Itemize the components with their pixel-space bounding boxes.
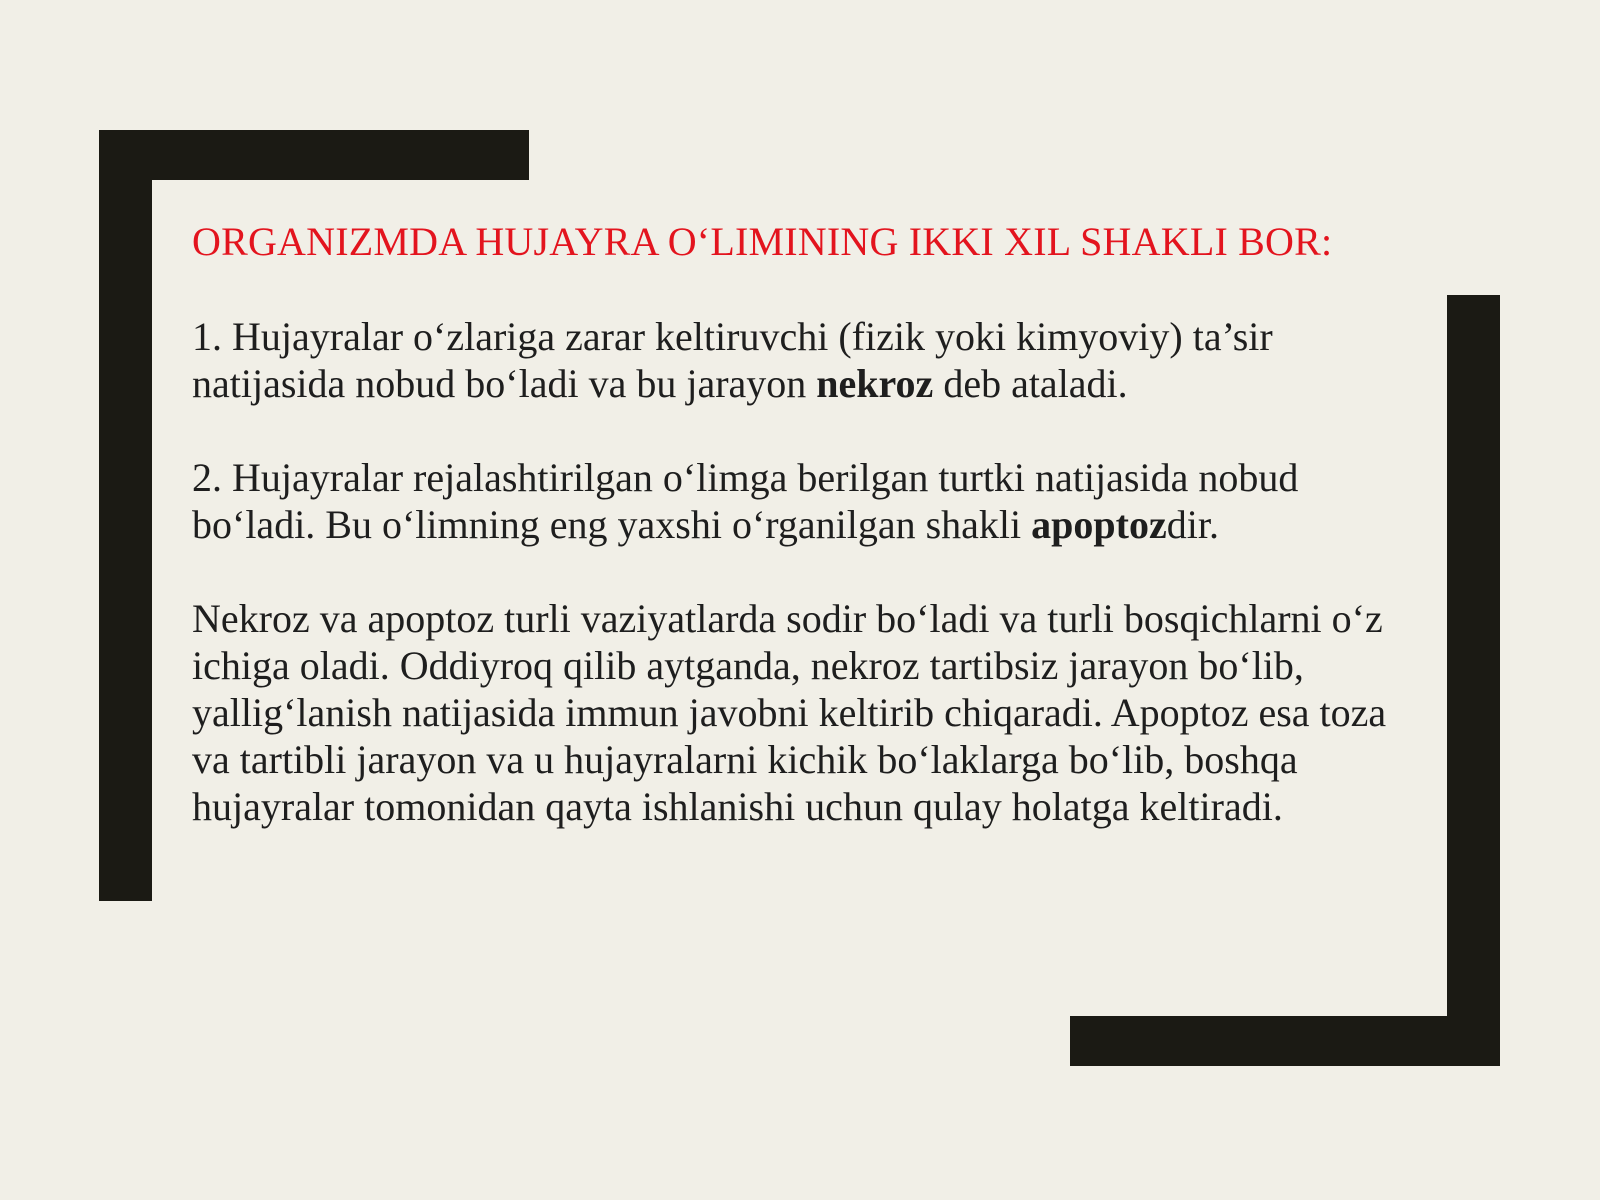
term-nekroz: nekroz	[816, 361, 934, 406]
item-nekroz-text-after: deb ataladi.	[933, 361, 1128, 406]
top-left-bracket-vertical	[99, 130, 152, 901]
term-apoptoz: apoptoz	[1031, 502, 1167, 547]
item-apoptoz-text-before: 2. Hujayralar rejalashtirilgan o‘limga berilgan turtki natijasida nobud bo‘ladi. Bu o‘limning eng yaxshi o‘rganilgan shakli	[192, 455, 1299, 547]
bottom-right-bracket-horizontal	[1070, 1016, 1500, 1066]
summary-paragraph: Nekroz va apoptoz turli vaziyatlarda sodir bo‘ladi va turli bosqichlarni o‘z ichiga oladi. Oddiyroq qilib aytganda, nekroz tartibsiz jarayon bo‘lib, yallig‘lanish natijasida immun javobni keltirib chiqaradi. Apoptoz esa toza va tartibli jarayon va u hujayralarni kichik bo‘laklarga bo‘lib, boshqa hujayralar tomonidan qayta ishlanishi uchun qulay holatga keltiradi.	[192, 596, 1387, 829]
slide-content	[192, 218, 1424, 877]
top-left-bracket-horizontal	[99, 130, 529, 180]
item-apoptoz-text-after: dir.	[1166, 502, 1219, 547]
item-nekroz	[192, 313, 1424, 407]
item-apoptoz	[192, 454, 1424, 548]
bottom-right-bracket-vertical	[1447, 295, 1500, 1066]
item-nekroz-text-before: 1. Hujayralar o‘zlariga zarar keltiruvchi (fizik yoki kimyoviy) ta’sir natijasida nobud bo‘ladi va bu jarayon	[192, 314, 1273, 406]
slide-heading: ORGANIZMDA HUJAYRA O‘LIMINING IKKI XIL SHAKLI BOR:	[192, 219, 1333, 264]
